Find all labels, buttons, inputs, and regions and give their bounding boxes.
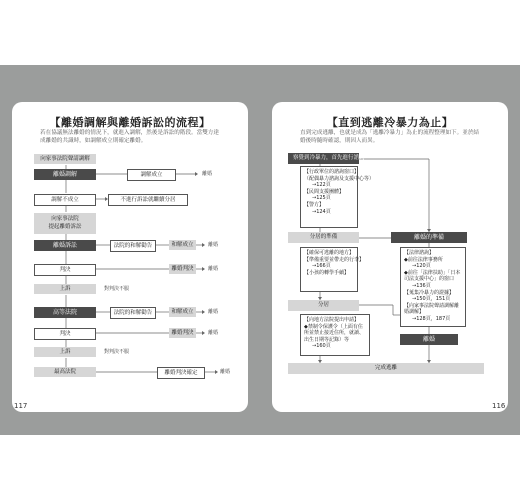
prep-divorce-bar: 離婚的準備 [391, 232, 467, 243]
consult-item: 【行政單位的諮詢窗口】 [304, 169, 360, 175]
divorce-prep-page-ref: →150頁，151頁 [412, 296, 451, 303]
separation-steps-list [300, 314, 370, 356]
divorce-label-1: 離婚 [202, 171, 213, 177]
divorce-prep-page-ref: →120頁 [412, 263, 431, 270]
judgment-box: 判決 [34, 264, 96, 276]
consult-item: 【民間支援團體】 [304, 188, 345, 195]
separation-list [300, 247, 365, 292]
dissatisfied-1-note: 對判決不服 [104, 286, 130, 292]
divorce-prep-item: 【法律諮詢】 [404, 250, 435, 256]
file-mediation-box: 向家事法院聲請調解 [34, 154, 96, 164]
divorce-prep-item: ◆前往法律事務所 [404, 256, 443, 263]
dissatisfied-2-note: 對判決不服 [104, 349, 130, 355]
divorce-label-6: 離婚 [220, 369, 231, 375]
divorce-bar: 離婚 [400, 334, 458, 345]
mediation-success-box: 調解成立 [127, 169, 176, 181]
divorce-label-2: 離婚 [208, 242, 219, 248]
consult-item: （配偶暴力諮詢及支援中心等） [304, 175, 375, 182]
consult-page-ref: →125頁 [312, 195, 331, 202]
separation-item: 【確保可逃離的地方】 [304, 250, 355, 256]
mediation-fail-box: 調解不成立 [34, 194, 96, 206]
separation-page-ref: →166頁 [312, 263, 331, 270]
high-court-box: 高等法院 [34, 307, 96, 318]
right-page [272, 102, 508, 412]
judgment-2-box: 判決 [34, 328, 96, 340]
separation-item: 【小孩的轉學手續】 [304, 269, 350, 276]
divorce-label-5: 離婚 [208, 330, 219, 336]
separation-item: 【準備重要並帶走的行李】 [304, 256, 365, 263]
court-settlement-box: 法院的和解勸告 [110, 240, 156, 252]
page-title: 【離婚調解與離婚訴訟的流程】 [49, 116, 211, 129]
divorce-prep-item: 【蒐集冷暴力的證據】 [404, 289, 455, 296]
divorce-judgment-2-box: 離婚判決 [169, 328, 196, 338]
final-judgment-box: 離婚判決確定 [157, 367, 205, 379]
prep-separation-box: 分居的準備 [288, 232, 359, 243]
divorce-prep-page-ref: →128頁，187頁 [412, 315, 451, 322]
divorce-label-3: 離婚 [208, 266, 219, 272]
left-page-number: 117 [14, 402, 28, 410]
separation-box: 分居 [288, 300, 359, 311]
settlement-success-2-box: 和解成立 [169, 307, 196, 317]
divorce-prep-item: 【向家事法院聲請調解離婚調解】 [404, 302, 460, 316]
divorce-prep-page-ref: →136頁 [412, 282, 431, 289]
file-suit-box: 向家事法院 提起離婚訴訟 [34, 213, 96, 234]
complete-escape-box: 完成逃離 [288, 363, 484, 374]
divorce-label-4: 離婚 [208, 309, 219, 315]
consult-page-ref: →124頁 [312, 208, 331, 215]
flow-connectors [12, 102, 248, 412]
separation-step: ◆禁制令保護令（上面有住所並禁止接近住所，就讀、出生日期等記錄）等 [304, 323, 365, 343]
consult-page-ref: →122頁 [312, 182, 331, 189]
page-title: 【直到逃離冷暴力為止】 [326, 116, 454, 129]
step1-consult-bar: 察覺到冷暴力，首先進行諮詢 [288, 153, 359, 164]
settlement-success-box: 和解成立 [169, 240, 196, 250]
mediation-divorce-box: 離婚調解 [34, 169, 96, 180]
divorce-suit-box: 離婚訴訟 [34, 240, 96, 251]
intro-text: 直到完成逃離，也就是成為「逃離冷暴力」為止的流程整理如下。並於結婚後時隨時確認，則因人而異。 [300, 130, 480, 144]
separation-step: 【向地方法院提出申請】 [304, 317, 360, 323]
divorce-judgment-box: 離婚判決 [169, 264, 196, 274]
supreme-court-box: 最高法院 [34, 367, 96, 377]
consult-list [300, 166, 375, 228]
left-page [12, 102, 248, 412]
appeal-2-box: 上訴 [34, 347, 96, 357]
consult-item: 【警方】 [304, 201, 325, 208]
court-settlement-2-box: 法院的和解勸告 [110, 307, 156, 319]
separation-page-ref: →160頁 [312, 343, 331, 350]
no-litigation-box: 不進行訴訟就繼續分居 [108, 194, 188, 206]
intro-text: 若在協議無法離婚的情況下，就進入調解，然後是訴訟的階段。當雙方達成離婚的共識時，如調解成立則確定離婚。 [40, 130, 220, 144]
right-page-number: 116 [492, 402, 506, 410]
appeal-1-box: 上訴 [34, 284, 96, 294]
divorce-prep-list [400, 247, 466, 327]
divorce-prep-item: ◆前往「法律扶助」「日本司法支援中心」的窗口 [404, 269, 461, 283]
